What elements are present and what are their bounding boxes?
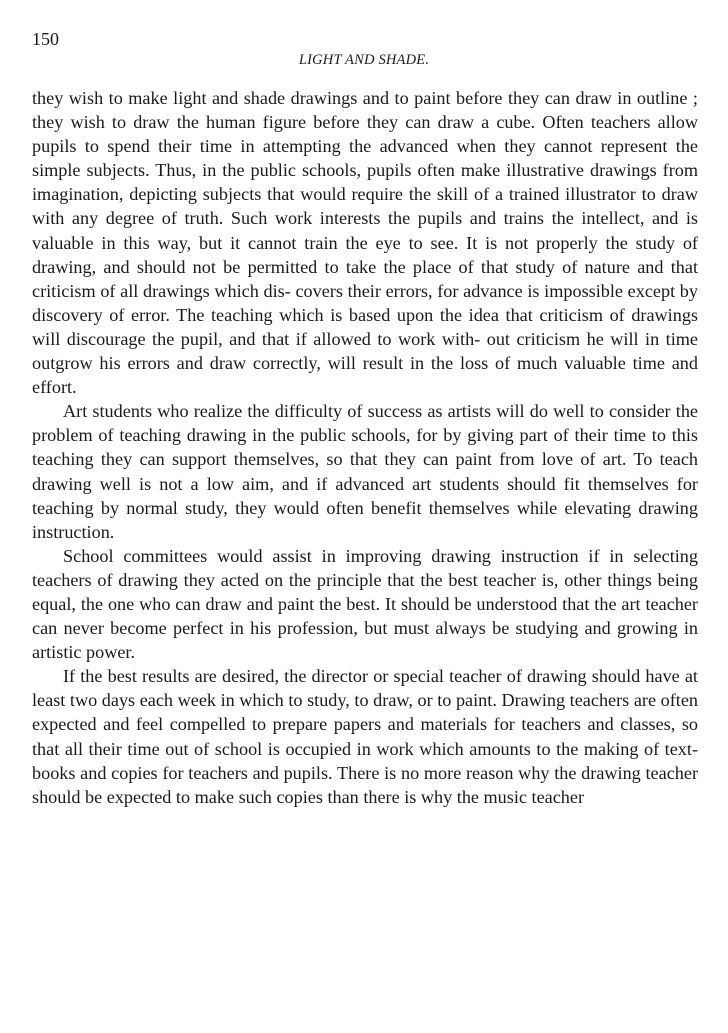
body-text (32, 86, 698, 809)
paragraph-school-committees: School committees would assist in improving drawing instruction if in selecting teachers of drawing they acted on the principle that the best teacher is, other things being equal, the one who can draw and paint the best. It should be understood that the art teacher can never become perfect in his profession, but must always be studying and growing in artistic power. (32, 545, 698, 663)
paragraph-art-students: Art students who realize the difficulty of success as artists will do well to consider the problem of teaching drawing in the public schools, for by giving part of their time to this teaching they can support themselves, so that they can paint from love of art. To teach drawing well is not a low aim, and if advanced art students should fit themselves for teaching by normal study, they would often benefit themselves while elevating drawing instruction. (32, 401, 698, 542)
page-number: 150 (32, 29, 59, 49)
paragraph-continuation: they wish to make light and shade drawings and to paint before they can draw in outline ; they wish to draw the human figure before they can draw a cube. Often teachers allow pupils to spend their time in attempting the advanced when they cannot represent the simple subjects. Thus, in the public schools, pupils often make illustrative drawings from imagination, depicting subjects that would require the skill of a trained illustrator to draw with any degree of truth. Such work interests the pupils and trains the intellect, and is valuable in this way, but it cannot train the eye to see. It is not properly the study of drawing, and should not be permitted to take the place of that study of nature and that criticism of all drawings which dis- covers their errors, for advance is impossible except by discovery of error. The teaching which is based upon the idea that criticism of drawings will discourage the pupil, and that if allowed to work with- out criticism he will in time outgrow his errors and draw correctly, will result in the loss of much valuable time and effort. (32, 88, 698, 398)
running-title: LIGHT AND SHADE. (298, 52, 430, 68)
paragraph-best-results: If the best results are desired, the director or special teacher of drawing should have at least two days each week in which to study, to draw, or to paint. Drawing teachers are often expected and feel compelled to prepare papers and materials for teachers and classes, so that all their time out of school is occupied in work which amounts to the making of text-books and copies for teachers and pupils. There is no more reason why the drawing teacher should be expected to make such copies than there is why the music teacher (32, 666, 698, 807)
